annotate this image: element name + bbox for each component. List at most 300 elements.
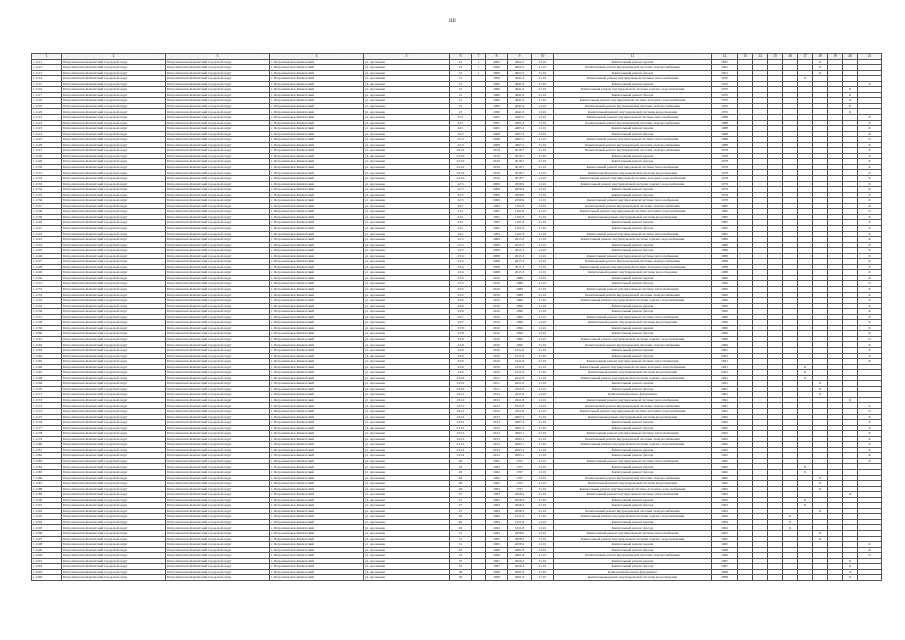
- table-cell: 21.01: [532, 176, 554, 182]
- table-cell: Х: [843, 87, 858, 93]
- table-cell: Капитальный ремонт кровли: [554, 126, 712, 132]
- table-cell: Капитальный ремонт фасада: [554, 248, 712, 254]
- table-cell: 2693.1: [508, 431, 532, 437]
- table-cell: Капитальный ремонт внутридомовой системы горячего водоснабжения: [554, 536, 712, 542]
- table-cell: Петропавловск-Камчатский городской округ: [166, 453, 270, 459]
- table-cell: Х: [813, 531, 828, 537]
- table-cell: Петропавловск-Камчатский городской округ: [62, 397, 166, 403]
- table-cell: Петропавловск-Камчатский городской округ: [62, 198, 166, 204]
- table-cell: 2010: [486, 298, 508, 304]
- table-cell: Петропавловск-Камчатский городской округ: [62, 442, 166, 448]
- table-cell: Петропавловск-Камчатский городской округ: [62, 569, 166, 575]
- table-cell: 21.01: [532, 359, 554, 365]
- table-cell: г. Петропавловск-Камчатский: [270, 553, 364, 559]
- table-cell: Петропавловск-Камчатский городской округ: [166, 109, 270, 115]
- table-cell: 1962: [712, 481, 738, 487]
- table-cell: г. Петропавловск-Камчатский: [270, 209, 364, 215]
- table-cell: 1990: [508, 309, 532, 315]
- table-cell: Петропавловск-Камчатский городской округ: [62, 65, 166, 71]
- table-cell: 1.1139: [32, 214, 62, 220]
- table-cell: 2018.7: [508, 159, 532, 165]
- table-cell: 21.01: [532, 420, 554, 426]
- table-cell: г. Петропавловск-Камчатский: [270, 392, 364, 398]
- table-cell: Х: [798, 503, 813, 509]
- table-cell: г. Петропавловск-Камчатский: [270, 198, 364, 204]
- table-cell: Петропавловск-Камчатский городской округ: [166, 569, 270, 575]
- table-cell: 21.01: [532, 87, 554, 93]
- table-cell: 2005: [486, 120, 508, 126]
- table-cell: 1991: [712, 409, 738, 415]
- table-cell: 1988: [712, 115, 738, 121]
- table-cell: 1990: [712, 309, 738, 315]
- table-cell: 2012: [486, 397, 508, 403]
- table-cell: Капитальный ремонт внутридомовой системы теплоснабжения: [554, 164, 712, 170]
- table-cell: Х: [858, 170, 882, 176]
- table-cell: Капитальный ремонт кровли: [554, 558, 712, 564]
- table-cell: г. Петропавловск-Камчатский: [270, 547, 364, 553]
- table-cell: 1.1146: [32, 253, 62, 259]
- table-cell: г. Петропавловск-Камчатский: [270, 497, 364, 503]
- table-cell: Капитальный ремонт внутридомовой системы электроснабжения: [554, 508, 712, 514]
- table-cell: 29: [450, 519, 472, 525]
- table-cell: [768, 575, 783, 581]
- table-cell: Капитальный ремонт внутридомовой системы горячего водоснабжения: [554, 336, 712, 342]
- table-cell: ул. Арсеньева: [364, 431, 450, 437]
- table-cell: 1.1129: [32, 159, 62, 165]
- table-cell: ул. Арсеньева: [364, 336, 450, 342]
- table-cell: 1989: [508, 292, 532, 298]
- table-cell: 2607.2: [508, 414, 532, 420]
- table-cell: 1.1145: [32, 248, 62, 254]
- table-cell: Капитальный ремонт кровли: [554, 153, 712, 159]
- table-cell: Капитальный ремонт кровли: [554, 381, 712, 387]
- table-cell: 23/11: [450, 409, 472, 415]
- table-cell: 1992: [712, 436, 738, 442]
- table-cell: [738, 575, 753, 581]
- table-cell: 1963: [712, 503, 738, 509]
- table-cell: 1.1147: [32, 259, 62, 265]
- table-cell: Х: [858, 314, 882, 320]
- table-cell: г. Петропавловск-Камчатский: [270, 514, 364, 520]
- table-cell: 23/6: [450, 298, 472, 304]
- table-cell: Х: [858, 309, 882, 315]
- table-cell: 2693.1: [508, 442, 532, 448]
- table-cell: 23/3: [450, 242, 472, 248]
- table-cell: Петропавловск-Камчатский городской округ: [166, 303, 270, 309]
- table-cell: 23/7: [450, 320, 472, 326]
- table-cell: 22/5: [450, 192, 472, 198]
- table-cell: 21.01: [532, 153, 554, 159]
- table-cell: Капитальный ремонт внутридомовой системы водоотведения: [554, 170, 712, 176]
- table-cell: 2615.3: [508, 253, 532, 259]
- table-cell: ул. Арсеньева: [364, 375, 450, 381]
- table-cell: 2010: [486, 359, 508, 365]
- table-cell: 21.01: [532, 126, 554, 132]
- table-cell: 33: [450, 547, 472, 553]
- table-cell: 4002.3: [508, 59, 532, 65]
- table-cell: Петропавловск-Камчатский городской округ: [62, 159, 166, 165]
- table-cell: Петропавловск-Камчатский городской округ: [166, 314, 270, 320]
- table-cell: Х: [858, 142, 882, 148]
- table-cell: 1991: [712, 381, 738, 387]
- table-cell: Петропавловск-Камчатский городской округ: [62, 381, 166, 387]
- program-table-sheet: [31, 53, 876, 581]
- table-cell: 1964: [486, 525, 508, 531]
- table-cell: Х: [858, 176, 882, 182]
- table-cell: Петропавловск-Камчатский городской округ: [62, 403, 166, 409]
- table-cell: 1.1115: [32, 81, 62, 87]
- table-cell: 1963: [712, 508, 738, 514]
- table-cell: г. Петропавловск-Камчатский: [270, 187, 364, 193]
- table-cell: г. Петропавловск-Камчатский: [270, 414, 364, 420]
- table-cell: 1992: [712, 431, 738, 437]
- table-cell: 1991: [712, 347, 738, 353]
- table-cell: 1.1154: [32, 298, 62, 304]
- table-cell: 1978: [712, 153, 738, 159]
- table-cell: 21.01: [532, 320, 554, 326]
- table-cell: Петропавловск-Камчатский городской округ: [62, 370, 166, 376]
- table-cell: Капитальный ремонт фундамента: [554, 569, 712, 575]
- table-cell: 1963: [712, 497, 738, 503]
- table-cell: Петропавловск-Камчатский городской округ: [166, 508, 270, 514]
- table-cell: г. Петропавловск-Камчатский: [270, 286, 364, 292]
- table-cell: 21.01: [532, 137, 554, 143]
- table-cell: 1.1114: [32, 76, 62, 82]
- table-cell: 22/1: [450, 115, 472, 121]
- table-cell: Капитальный ремонт внутридомовой системы холодного водоснабжения: [554, 176, 712, 182]
- table-cell: Петропавловск-Камчатский городской округ: [166, 442, 270, 448]
- table-cell: Петропавловск-Камчатский городской округ: [62, 508, 166, 514]
- table-cell: Петропавловск-Камчатский городской округ: [166, 70, 270, 76]
- table-cell: 2005: [486, 115, 508, 121]
- table-cell: г. Петропавловск-Камчатский: [270, 176, 364, 182]
- table-cell: [798, 575, 813, 581]
- table-cell: ул. Арсеньева: [364, 231, 450, 237]
- table-cell: ул. Арсеньева: [364, 547, 450, 553]
- table-cell: Капитальный ремонт кровли: [554, 325, 712, 331]
- table-cell: Петропавловск-Камчатский городской округ: [166, 425, 270, 431]
- table-cell: 1991: [712, 403, 738, 409]
- table-cell: 2012: [486, 420, 508, 426]
- table-cell: 15: [450, 98, 472, 104]
- table-cell: 1.1111: [32, 59, 62, 65]
- table-cell: г. Петропавловск-Камчатский: [270, 281, 364, 287]
- table-cell: ул. Арсеньева: [364, 403, 450, 409]
- table-cell: г. Петропавловск-Камчатский: [270, 115, 364, 121]
- table-cell: Петропавловск-Камчатский городской округ: [166, 503, 270, 509]
- table-cell: 2016: [486, 170, 508, 176]
- table-cell: Петропавловск-Камчатский городской округ: [166, 176, 270, 182]
- table-cell: Петропавловск-Камчатский городской округ: [166, 87, 270, 93]
- table-cell: 1.1192: [32, 508, 62, 514]
- table-cell: Петропавловск-Камчатский городской округ: [62, 220, 166, 226]
- table-cell: 21.01: [532, 292, 554, 298]
- table-cell: Х: [858, 198, 882, 204]
- table-cell: 1990: [486, 81, 508, 87]
- table-cell: 1161.8: [508, 225, 532, 231]
- table-cell: Капитальный ремонт фасада: [554, 425, 712, 431]
- table-cell: 2661.6: [508, 575, 532, 581]
- table-cell: Петропавловск-Камчатский городской округ: [62, 464, 166, 470]
- table-cell: 21.01: [532, 470, 554, 476]
- table-cell: 1611.8: [508, 514, 532, 520]
- table-cell: 1992: [712, 414, 738, 420]
- table-cell: Петропавловск-Камчатский городской округ: [62, 275, 166, 281]
- table-cell: Петропавловск-Камчатский городской округ: [62, 447, 166, 453]
- table-cell: 21.01: [532, 553, 554, 559]
- table-cell: Капитальный ремонт внутридомовой системы электроснабжения: [554, 148, 712, 154]
- table-cell: 22/10: [450, 159, 472, 165]
- table-cell: Капитальный ремонт фасада: [554, 331, 712, 337]
- table-cell: Петропавловск-Камчатский городской округ: [166, 436, 270, 442]
- table-cell: 2010: [486, 347, 508, 353]
- table-cell: Петропавловск-Камчатский городской округ: [62, 542, 166, 548]
- table-cell: г. Петропавловск-Камчатский: [270, 142, 364, 148]
- table-cell: г. Петропавловск-Камчатский: [270, 320, 364, 326]
- table-cell: 1978: [712, 164, 738, 170]
- table-cell: ул. Арсеньева: [364, 508, 450, 514]
- table-cell: Петропавловск-Камчатский городской округ: [166, 253, 270, 259]
- table-cell: г. Петропавловск-Камчатский: [270, 153, 364, 159]
- table-cell: 1965: [486, 542, 508, 548]
- table-cell: 21.01: [532, 309, 554, 315]
- table-cell: 23/4: [450, 253, 472, 259]
- table-cell: 1970: [712, 81, 738, 87]
- table-cell: Капитальный ремонт внутридомовой системы теплоснабжения: [554, 286, 712, 292]
- table-cell: г. Петропавловск-Камчатский: [270, 519, 364, 525]
- table-cell: г. Петропавловск-Камчатский: [270, 181, 364, 187]
- table-cell: 1989: [712, 264, 738, 270]
- table-cell: 21.01: [532, 98, 554, 104]
- table-cell: 2010: [486, 275, 508, 281]
- table-cell: ул. Арсеньева: [364, 347, 450, 353]
- table-cell: 21.01: [532, 542, 554, 548]
- table-cell: 21.01: [532, 381, 554, 387]
- table-cell: Х: [843, 109, 858, 115]
- table-cell: Петропавловск-Камчатский городской округ: [62, 298, 166, 304]
- table-cell: 1991: [712, 375, 738, 381]
- table-cell: Петропавловск-Камчатский городской округ: [62, 148, 166, 154]
- table-cell: ул. Арсеньева: [364, 453, 450, 459]
- table-cell: 21.01: [532, 231, 554, 237]
- table-cell: ул. Арсеньева: [364, 314, 450, 320]
- table-cell: Петропавловск-Камчатский городской округ: [62, 414, 166, 420]
- table-cell: 1.1150: [32, 275, 62, 281]
- table-cell: Петропавловск-Камчатский городской округ: [166, 187, 270, 193]
- table-cell: Капитальный ремонт фасада: [554, 70, 712, 76]
- table-cell: 23/5: [450, 292, 472, 298]
- table-cell: Петропавловск-Камчатский городской округ: [62, 164, 166, 170]
- table-cell: 2018.7: [508, 170, 532, 176]
- column-header: 17: [798, 54, 813, 60]
- table-cell: 21.01: [532, 409, 554, 415]
- table-cell: Капитальный ремонт внутридомовой системы водоотведения: [554, 414, 712, 420]
- table-cell: Х: [858, 425, 882, 431]
- table-cell: 1.1160: [32, 331, 62, 337]
- table-cell: 21.01: [532, 497, 554, 503]
- table-cell: Петропавловск-Камчатский городской округ: [166, 447, 270, 453]
- table-cell: 1963: [486, 497, 508, 503]
- table-cell: Х: [813, 70, 828, 76]
- table-cell: Петропавловск-Камчатский городской округ: [166, 347, 270, 353]
- table-cell: 1978: [712, 148, 738, 154]
- table-cell: Петропавловск-Камчатский городской округ: [62, 420, 166, 426]
- table-cell: Х: [858, 126, 882, 132]
- table-cell: [813, 575, 828, 581]
- table-cell: 1989: [508, 281, 532, 287]
- table-cell: 15: [450, 87, 472, 93]
- table-cell: Петропавловск-Камчатский городской округ: [166, 409, 270, 415]
- table-cell: Петропавловск-Камчатский городской округ: [62, 126, 166, 132]
- table-cell: 1965: [486, 536, 508, 542]
- table-cell: Капитальный ремонт внутридомовой системы водоотведения: [554, 370, 712, 376]
- table-cell: 1.1157: [32, 314, 62, 320]
- table-cell: Капитальный ремонт внутридомовой системы теплоснабжения: [554, 458, 712, 464]
- table-cell: 23/8: [450, 325, 472, 331]
- table-cell: Петропавловск-Камчатский городской округ: [62, 214, 166, 220]
- table-cell: ул. Арсеньева: [364, 564, 450, 570]
- table-cell: ул. Арсеньева: [364, 98, 450, 104]
- table-cell: 1161.8: [508, 220, 532, 226]
- table-cell: 2615.3: [508, 248, 532, 254]
- table-cell: г. Петропавловск-Камчатский: [270, 170, 364, 176]
- table-cell: 1989: [712, 237, 738, 243]
- table-cell: Капитальный ремонт внутридомовой системы теплоснабжения: [554, 115, 712, 121]
- column-header: 21: [858, 54, 882, 60]
- table-cell: Капитальный ремонт внутридомовой системы теплоснабжения: [554, 314, 712, 320]
- table-cell: 1966: [712, 553, 738, 559]
- table-cell: 2008: [486, 142, 508, 148]
- table-cell: 23/13: [450, 431, 472, 437]
- table-cell: ул. Арсеньева: [364, 81, 450, 87]
- table-cell: 1990: [486, 92, 508, 98]
- column-header: 9: [508, 54, 532, 60]
- table-cell: Петропавловск-Камчатский городской округ: [62, 386, 166, 392]
- table-cell: Х: [858, 320, 882, 326]
- table-cell: Капитальный ремонт внутридомовой системы водоотведения: [554, 109, 712, 115]
- table-cell: ул. Арсеньева: [364, 176, 450, 182]
- table-cell: 22/10: [450, 176, 472, 182]
- table-cell: 21.01: [532, 314, 554, 320]
- table-cell: Х: [858, 214, 882, 220]
- table-cell: 23/1: [450, 214, 472, 220]
- table-cell: 31: [450, 531, 472, 537]
- table-cell: ул. Арсеньева: [364, 292, 450, 298]
- table-cell: Капитальный ремонт внутридомовой системы холодного водоснабжения: [554, 486, 712, 492]
- table-cell: 4641.6: [508, 87, 532, 93]
- table-cell: Петропавловск-Камчатский городской округ: [62, 225, 166, 231]
- table-cell: Петропавловск-Камчатский городской округ: [62, 76, 166, 82]
- table-cell: 21.01: [532, 342, 554, 348]
- table-cell: Х: [858, 253, 882, 259]
- table-cell: 21.01: [532, 519, 554, 525]
- table-cell: Петропавловск-Камчатский городской округ: [62, 281, 166, 287]
- table-cell: Х: [858, 286, 882, 292]
- table-cell: г. Петропавловск-Камчатский: [270, 325, 364, 331]
- table-cell: 2012: [486, 403, 508, 409]
- table-cell: г. Петропавловск-Камчатский: [270, 275, 364, 281]
- table-cell: ул. Арсеньева: [364, 298, 450, 304]
- capital-repair-table: [31, 53, 882, 581]
- table-cell: Петропавловск-Камчатский городской округ: [166, 76, 270, 82]
- table-cell: 1.1197: [32, 536, 62, 542]
- table-cell: Капитальный ремонт фасада: [554, 225, 712, 231]
- table-cell: Х: [858, 275, 882, 281]
- table-cell: 23/9: [450, 353, 472, 359]
- table-cell: 1988: [712, 131, 738, 137]
- table-cell: Х: [858, 553, 882, 559]
- table-cell: 23/5: [450, 281, 472, 287]
- table-cell: 23/11: [450, 392, 472, 398]
- table-cell: ул. Арсеньева: [364, 370, 450, 376]
- table-cell: 1.1134: [32, 187, 62, 193]
- table-cell: г. Петропавловск-Камчатский: [270, 159, 364, 165]
- table-cell: 21.01: [532, 514, 554, 520]
- table-cell: Петропавловск-Камчатский городской округ: [62, 81, 166, 87]
- table-cell: 2605.2: [508, 120, 532, 126]
- column-header: 8: [486, 54, 508, 60]
- table-cell: 21.01: [532, 431, 554, 437]
- table-cell: Петропавловск-Камчатский городской округ: [166, 275, 270, 281]
- table-cell: Капитальный ремонт внутридомовой системы холодного водоснабжения: [554, 264, 712, 270]
- table-cell: 1989: [712, 242, 738, 248]
- table-cell: 1990: [712, 331, 738, 337]
- table-cell: Петропавловск-Камчатский городской округ: [62, 409, 166, 415]
- table-cell: 1965: [712, 542, 738, 548]
- table-cell: 1991: [712, 364, 738, 370]
- column-header: 15: [768, 54, 783, 60]
- table-cell: 14: [450, 65, 472, 71]
- table-cell: 1.1200: [32, 553, 62, 559]
- table-cell: Петропавловск-Камчатский городской округ: [166, 214, 270, 220]
- table-cell: 21.01: [532, 253, 554, 259]
- table-cell: Петропавловск-Камчатский городской округ: [166, 420, 270, 426]
- table-cell: 1995: [486, 203, 508, 209]
- table-cell: 1988: [712, 137, 738, 143]
- table-cell: 1962: [712, 470, 738, 476]
- table-cell: Петропавловск-Камчатский городской округ: [166, 159, 270, 165]
- table-cell: 21.01: [532, 508, 554, 514]
- table-cell: ул. Арсеньева: [364, 148, 450, 154]
- table-cell: 1.1125: [32, 137, 62, 143]
- table-cell: 23/10: [450, 375, 472, 381]
- table-cell: 1611.8: [508, 347, 532, 353]
- table-cell: 21.01: [532, 203, 554, 209]
- table-cell: 23/9: [450, 359, 472, 365]
- table-cell: 1962: [486, 475, 508, 481]
- table-cell: ул. Арсеньева: [364, 264, 450, 270]
- table-cell: Х: [858, 137, 882, 143]
- table-cell: 23/9: [450, 347, 472, 353]
- table-cell: 2659.9: [508, 192, 532, 198]
- table-cell: 21.01: [532, 475, 554, 481]
- table-cell: 1161.8: [508, 231, 532, 237]
- table-cell: г. Петропавловск-Камчатский: [270, 214, 364, 220]
- table-cell: 2605.2: [508, 115, 532, 121]
- table-cell: 1.1167: [32, 370, 62, 376]
- table-cell: 2018.7: [508, 164, 532, 170]
- table-cell: 14: [450, 59, 472, 65]
- table-cell: Х: [858, 192, 882, 198]
- table-cell: 1964: [712, 525, 738, 531]
- table-cell: Петропавловск-Камчатский городской округ: [62, 264, 166, 270]
- table-cell: Петропавловск-Камчатский городской округ: [166, 248, 270, 254]
- table-cell: 1978: [712, 170, 738, 176]
- column-header: 7: [472, 54, 486, 60]
- table-cell: Петропавловск-Камчатский городской округ: [166, 309, 270, 315]
- table-cell: 1611.8: [508, 519, 532, 525]
- table-cell: ул. Арсеньева: [364, 253, 450, 259]
